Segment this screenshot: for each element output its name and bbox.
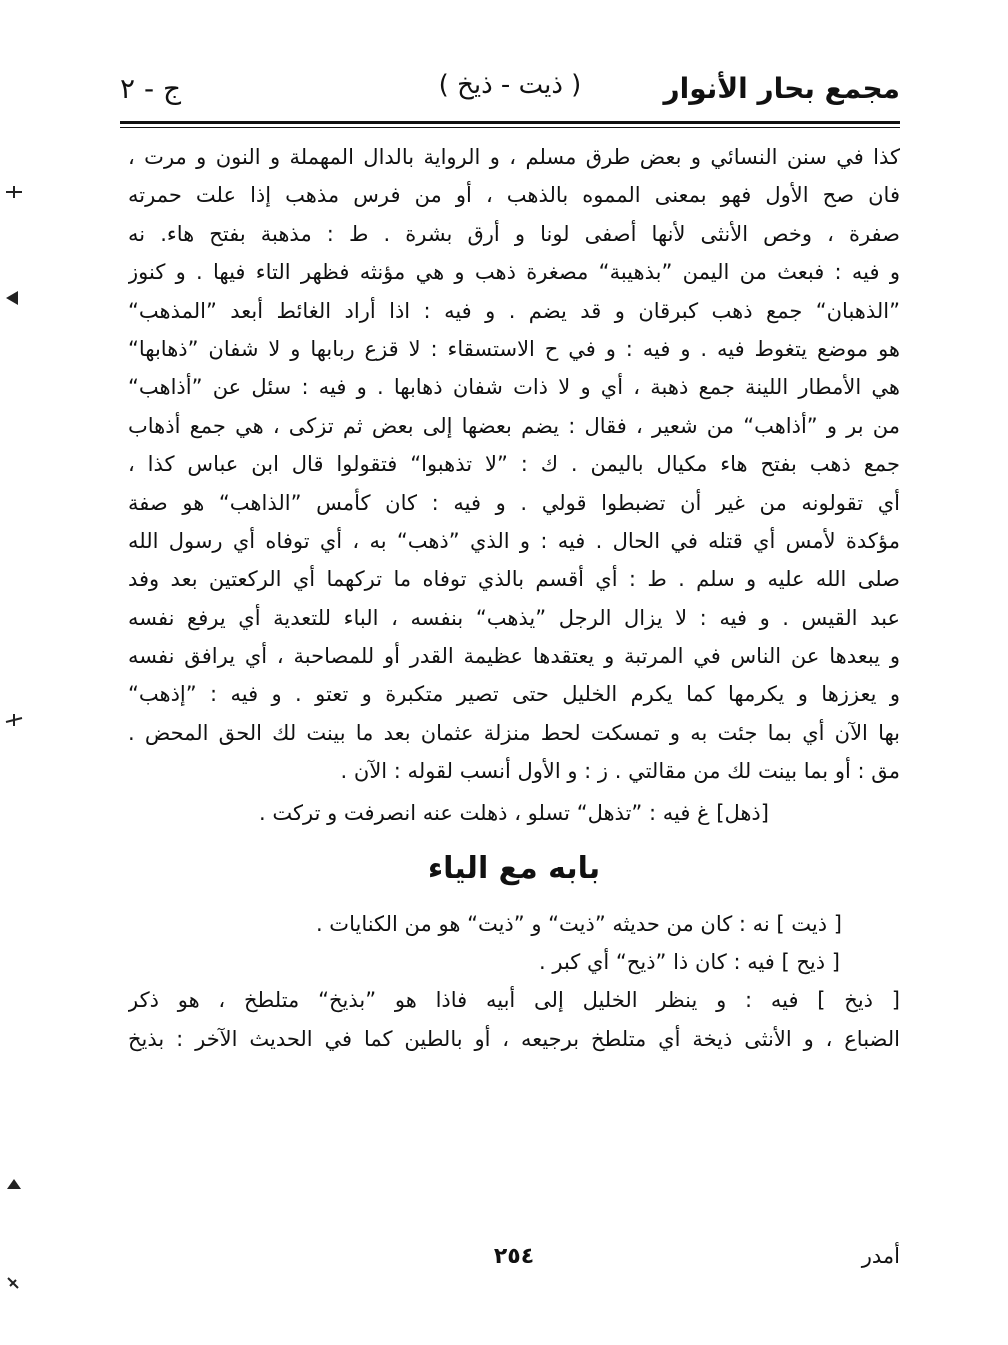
- header-rule-thick: [120, 121, 900, 124]
- text-line: هي الأمطار اللينة جمع ذهبة ، أي و لا ذات شفان ذهابها . و فيه : سئل عن ”أذاهب“: [128, 375, 900, 400]
- text-line: ”الذهبان“ جمع ذهب كبرقان و قد يضم . و فيه : اذا أراد الغائط أبعد ”المذهب“: [128, 298, 900, 323]
- dictionary-entry: [ ذيت ] نه : كان من حديثه ”ذيت“ و ”ذيت“ هو من الكنايات .: [315, 911, 842, 936]
- margin-mark-icon: [4, 1272, 24, 1292]
- margin-mark-icon: [4, 710, 24, 730]
- text-line: فان صح الأول فهو بمعنى المموه بالذهب ، أو من فرس مذهب إذا علت حمرته: [128, 183, 900, 208]
- page-number: ٢٥٤: [493, 1244, 535, 1269]
- dhahal-entry: [ذهل] غ فيه : ”تذهل“ تسلو ، ذهلت عنه انصرفت و تركت .: [259, 800, 769, 825]
- page-footer: [128, 1244, 900, 1284]
- book-title: مجمع بحار الأنوار: [663, 72, 900, 105]
- last-paragraph: [128, 981, 900, 1058]
- text-line: من بر و ”أذاهب“ من شعير ، فقال : يضم بعضها إلى بعض ثم تزكى ، هي جمع أذهاب: [128, 413, 900, 438]
- volume-number: ج - ٢: [120, 72, 182, 105]
- text-line: بها الآن أي بما جئت به و تمسكت لحط منزلة عثمان بعد ما بينت لك الحق المحض .: [128, 720, 900, 745]
- text-line: كذا في سنن النسائي و بعض طرق مسلم ، و الرواية بالدال المهملة و النون و مرت ،: [128, 145, 900, 169]
- text-line: جمع ذهب بفتح هاء مكيال باليمن . ك : ”لا تذهبوا“ فتقولوا قال ابن عباس كذا ،: [128, 452, 900, 477]
- text-line: و يبعدها عن الناس في المرتبة و يعتقدها عظيمة القدر أو للمصاحبة ، أي يرافق نفسه: [128, 644, 900, 669]
- section-range: ( ذيت - ذيخ ): [438, 70, 582, 100]
- header-rule-thin: [120, 127, 900, 128]
- text-line: و يعززها و يكرمها كما يكرم الخليل حتى تصير متكبرة و تعتو . و فيه : ”إذهب“: [128, 682, 900, 707]
- text-line: الضباع ، و الأنثى ذيخة أي متلطخ برجيعه ، أو بالطين كما في الحديث الآخر : بذيخ: [128, 1026, 900, 1051]
- catchword: أمدر: [861, 1244, 900, 1268]
- text-line: صفرة ، وخص الأنثى لأنها أصفى لونا و أرق بشرة . ط : مذهبة بفتح هاء. نه: [128, 221, 900, 246]
- text-line: أي تقولونه من غير أن تضبطوا قولي . و فيه : كان كأمس ”الذاهب“ هو صفة: [128, 490, 900, 515]
- text-line: صلى الله عليه و سلم . ط : أي أقسم بالذي توفاه ما تركهما أي الركعتين بعد وفد: [128, 567, 900, 592]
- text-line: عبد القيس . و فيه : لا يزال الرجل ”يذهب“ بنفسه ، الباء للتعدية أي يرفع نفسه: [128, 605, 900, 630]
- margin-mark-icon: [2, 288, 22, 308]
- text-line: مؤكدة لأمس أي قتله في الحال . فيه : و الذي ”ذهب“ به ، أي توفاه أي رسول الله: [128, 528, 900, 553]
- text-line: هو موضع يتغوط فيه . و فيه : و في ح الاستسقاء : لا قزع ربابها و لا شفان ”ذهابها“: [128, 336, 900, 361]
- margin-mark-icon: [4, 182, 24, 202]
- section-heading: بابه مع الياء: [427, 850, 601, 886]
- dictionary-entry: [ ذيح ] فيه : كان ذا ”ذيح“ أي كبر .: [539, 950, 840, 975]
- margin-mark-icon: [4, 1175, 24, 1195]
- text-line: مق : أو بما بينت لك من مقالتي . ز : و الأول أنسب لقوله : الآن .: [340, 759, 900, 784]
- running-header: [120, 62, 900, 118]
- page-body: [128, 138, 900, 1058]
- text-line: [ ذيخ ] فيه : و ينظر الخليل إلى أبيه فاذا هو ”بذيخ“ متلطخ ، هو ذكر: [128, 988, 900, 1013]
- main-paragraph: [128, 138, 900, 791]
- text-line: و فيه : فبعث من اليمن ”بذهيبة“ مصغرة ذهب و هي مؤنثه فظهر التاء فيها . و كنوز: [128, 260, 900, 285]
